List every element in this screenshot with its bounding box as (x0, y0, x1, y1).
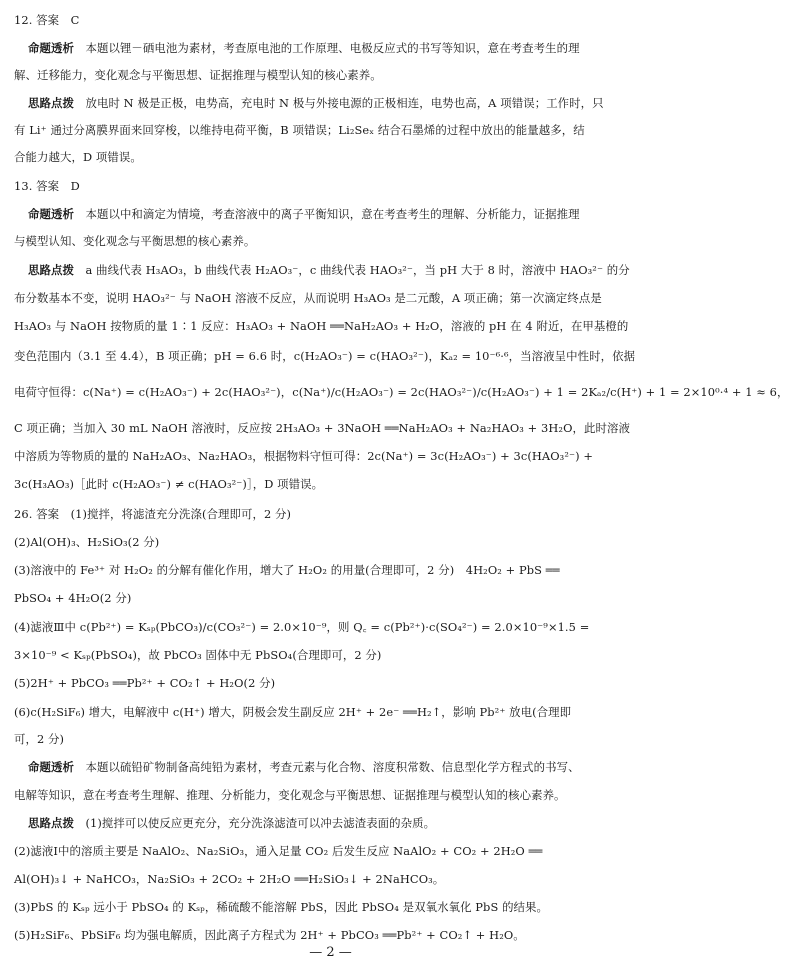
q26-tips: 思路点拨 (1)搅拌可以使反应更充分，充分洗涤滤渣可以冲去滤渣表面的杂质。 (28, 816, 436, 830)
q12-header: 12. 答案 C (14, 13, 80, 27)
q12-tips-cont: 有 Li⁺ 通过分离膜界面来回穿梭，以维持电荷平衡，B 项错误；Li₂Seₓ 结合石墨烯的过程中放出的能量越多，结 (14, 123, 585, 137)
q26-tips-cont: (3)PbS 的 Kₛₚ 远小于 PbSO₄ 的 Kₛₚ，稀硫酸不能溶解 PbS，因此 PbSO₄ 是双氧水氧化 PbS 的结果。 (14, 900, 549, 914)
q26-answer-6-cont: 可，2 分) (14, 732, 65, 746)
q13-tips-cont: 中溶质为等物质的量的 NaH₂AO₃、Na₂HAO₃，根据物料守恒可得：2c(Na⁺) = 3c(H₂AO₃⁻) + 3c(HAO₃²⁻) + (14, 449, 594, 463)
tips-label: 思路点拨 (28, 263, 74, 277)
q26-header: 26. 答案 (1)搅拌，将滤渣充分洗涤(合理即可，2 分) (14, 507, 292, 521)
tips-label: 思路点拨 (28, 96, 74, 110)
q13-tips: 思路点拨 a 曲线代表 H₃AO₃，b 曲线代表 H₂AO₃⁻，c 曲线代表 HAO₃²⁻，当 pH 大于 8 时，溶液中 HAO₃²⁻ 的分 (28, 263, 630, 277)
q12-tips-cont: 合能力越大，D 项错误。 (14, 150, 142, 164)
q12-analysis-cont: 解、迁移能力，变化观念与平衡思想、证据推理与模型认知的核心素养。 (14, 68, 382, 82)
tips-label: 思路点拨 (28, 816, 74, 830)
q26-answer-2: (2)Al(OH)₃、H₂SiO₃(2 分) (14, 535, 160, 549)
q26-answer-3-cont: PbSO₄ + 4H₂O(2 分) (14, 591, 132, 605)
q26-answer-6: (6)c(H₂SiF₆) 增大，电解液中 c(H⁺) 增大，阴极会发生副反应 2H⁺ + 2e⁻ ══H₂↑，影响 Pb²⁺ 放电(合理即 (14, 705, 572, 719)
q13-header: 13. 答案 D (14, 179, 80, 193)
q26-analysis-cont: 电解等知识，意在考查考生理解、推理、分析能力，变化观念与平衡思想、证据推理与模型认知的核心素养。 (14, 788, 566, 802)
q26-tips-cont: (2)滤液Ⅰ中的溶质主要是 NaAlO₂、Na₂SiO₃，通入足量 CO₂ 后发生反应 NaAlO₂ + CO₂ + 2H₂O ══ (14, 844, 543, 858)
q26-answer-4: (4)滤液Ⅲ中 c(Pb²⁺) = Kₛₚ(PbCO₃)/c(CO₃²⁻) = 2.0×10⁻⁹，则 Q꜀ = c(Pb²⁺)·c(SO₄²⁻) = 2.0×10⁻⁹×1.5 = (14, 620, 590, 634)
q26-tips-cont: Al(OH)₃↓ + NaHCO₃，Na₂SiO₃ + 2CO₂ + 2H₂O ══H₂SiO₃↓ + 2NaHCO₃。 (14, 872, 445, 886)
q26-answer-5: (5)2H⁺ + PbCO₃ ══Pb²⁺ + CO₂↑ + H₂O(2 分) (14, 676, 276, 690)
q13-tips-formula: 电荷守恒得：c(Na⁺) = c(H₂AO₃⁻) + 2c(HAO₃²⁻)，c(Na⁺)/c(H₂AO₃⁻) = 2c(HAO₃²⁻)/c(H₂AO₃⁻) + 1 = 2Kₐ₂/c(H⁺) + 1 = 2×10⁰·⁴ + 1 ≈ 6， (14, 385, 788, 399)
analysis-label: 命题透析 (28, 760, 74, 774)
q26-answer-3: (3)溶液中的 Fe³⁺ 对 H₂O₂ 的分解有催化作用，增大了 H₂O₂ 的用量(合理即可，2 分) 4H₂O₂ + PbS ══ (14, 563, 560, 577)
analysis-label: 命题透析 (28, 207, 74, 221)
q13-analysis: 命题透析 本题以中和滴定为情境，考查溶液中的离子平衡知识，意在考查考生的理解、分析能力，证据推理 (28, 207, 580, 221)
analysis-label: 命题透析 (28, 41, 74, 55)
q26-answer-4-cont: 3×10⁻⁹ < Kₛₚ(PbSO₄)，故 PbCO₃ 固体中无 PbSO₄(合理即可，2 分) (14, 648, 382, 662)
q13-tips-cont: C 项正确；当加入 30 mL NaOH 溶液时，反应按 2H₃AO₃ + 3NaOH ══NaH₂AO₃ + Na₂HAO₃ + 3H₂O，此时溶液 (14, 421, 630, 435)
page-number: — 2 — (309, 945, 352, 960)
q13-tips-cont: 变色范围内（3.1 至 4.4），B 项正确；pH = 6.6 时，c(H₂AO₃⁻) = c(HAO₃²⁻)，Kₐ₂ = 10⁻⁶·⁶，当溶液呈中性时，依据 (14, 349, 636, 363)
q26-tips-cont: (5)H₂SiF₆、PbSiF₆ 均为强电解质，因此离子方程式为 2H⁺ + PbCO₃ ══Pb²⁺ + CO₂↑ + H₂O。 (14, 928, 525, 942)
q26-analysis: 命题透析 本题以硫铅矿物制备高纯铅为素材，考查元素与化合物、溶度积常数、信息型化学方程式的书写、 (28, 760, 580, 774)
q13-analysis-cont: 与模型认知、变化观念与平衡思想的核心素养。 (14, 234, 256, 248)
q13-tips-cont: 3c(H₃AO₃)［此时 c(H₂AO₃⁻) ≠ c(HAO₃²⁻)］，D 项错误。 (14, 477, 324, 491)
q13-tips-cont: 布分数基本不变，说明 HAO₃²⁻ 与 NaOH 溶液不反应，从而说明 H₃AO₃ 是二元酸，A 项正确；第一次滴定终点是 (14, 291, 602, 305)
q12-tips: 思路点拨 放电时 N 极是正极，电势高，充电时 N 极与外接电源的正极相连，电势也高，A 项错误；工作时，只 (28, 96, 604, 110)
q12-analysis: 命题透析 本题以锂－硒电池为素材，考查原电池的工作原理、电极反应式的书写等知识，意在考查考生的理 (28, 41, 580, 55)
q13-tips-cont: H₃AO₃ 与 NaOH 按物质的量 1∶1 反应：H₃AO₃ + NaOH ══NaH₂AO₃ + H₂O，溶液的 pH 在 4 附近，在甲基橙的 (14, 319, 629, 333)
